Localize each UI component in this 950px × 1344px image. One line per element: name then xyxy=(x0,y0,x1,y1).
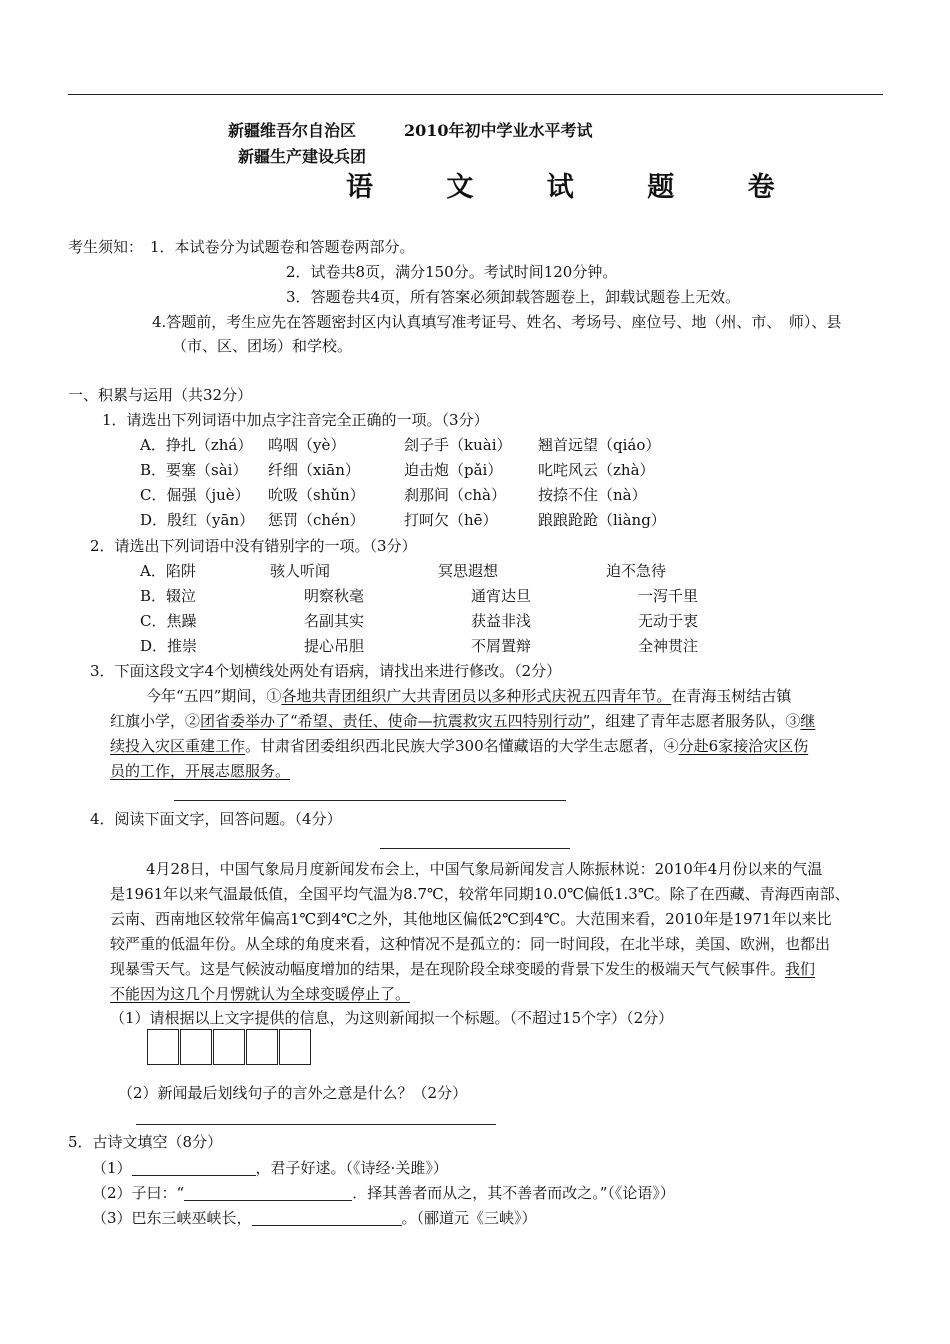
q3-paragraph-line xyxy=(146,685,791,706)
option-a-4: 翘首远望（qiáo） xyxy=(538,436,661,454)
option-d-4: 踉踉跄跄（liàng） xyxy=(538,511,666,529)
option-b-2: 纤细（xiān） xyxy=(268,461,360,479)
q3-text: ，组建了青年志愿者服务队，③ xyxy=(590,712,801,730)
question-2-stem: 2．请选出下列词语中没有错别字的一项。（3分） xyxy=(90,537,417,555)
question-3-stem: 3．下面这段文字4个划横线处两处有语病，请找出来进行修改。（2分） xyxy=(90,662,562,680)
q5-prefix: （2）子曰：“ xyxy=(92,1184,185,1202)
q4-title-line[interactable] xyxy=(380,848,570,849)
q3-underlined-3b: 续投入灾区重建工作 xyxy=(110,737,246,755)
q5-blank-3[interactable] xyxy=(252,1225,402,1226)
q3-paragraph-line xyxy=(110,710,815,731)
option-b-3: 迫击炮（pǎi） xyxy=(404,461,503,479)
q5-item-1 xyxy=(92,1157,448,1178)
q2-option-a-4: 迫不急待 xyxy=(606,562,667,580)
q4-line xyxy=(110,958,815,979)
notice-item: 3．答题卷共4页，所有答案必须卸载答题卷上，卸载试题卷上无效。 xyxy=(286,288,741,306)
q2-option-c-3: 获益非浅 xyxy=(471,612,532,630)
q2-option-d-4: 全神贯注 xyxy=(638,637,699,655)
answer-box[interactable] xyxy=(246,1029,278,1065)
answer-box[interactable] xyxy=(213,1029,245,1065)
option-c-4: 按捺不住（nà） xyxy=(538,486,647,504)
q2-option-b-1: B．辍泣 xyxy=(140,587,197,605)
q2-option-c-4: 无动于衷 xyxy=(638,612,699,630)
header-exam: 2010年初中学业水平考试 xyxy=(404,121,593,140)
q3-paragraph-line xyxy=(110,760,290,781)
q4-text: 现暴雪天气。这是气候波动幅度增加的结果，是在现阶段全球变暖的背景下发生的极端天气气候事件。 xyxy=(110,960,786,978)
section-heading: 一、积累与运用（共32分） xyxy=(68,386,253,404)
q3-text: 。甘肃省团委组织西北民族大学300名懂藏语的大学生志愿者，④ xyxy=(245,737,679,755)
q2-option-c-1: C．焦躁 xyxy=(140,612,197,630)
notice-item: 2．试卷共8页，满分150分。考试时间120分钟。 xyxy=(286,263,618,281)
q5-blank-1[interactable] xyxy=(132,1175,256,1176)
q3-text: 红旗小学，② xyxy=(110,712,201,730)
q5-prefix: （1） xyxy=(92,1159,132,1177)
header-region2: 新疆生产建设兵团 xyxy=(238,147,367,166)
option-c-2: 吮吸（shǔn） xyxy=(268,486,365,504)
q5-item-2 xyxy=(92,1182,675,1203)
notice-item: 4.答题前，考生应先在答题密封区内认真填写准考证号、姓名、考场号、座位号、地（州、市、 师）、县 xyxy=(152,313,842,331)
q3-underlined-2: 团省委举办了“希望、责任、使命—抗震救灾五四特别行动” xyxy=(200,712,591,730)
notice-label: 考生须知： xyxy=(68,238,144,256)
q2-option-c-2: 名副其实 xyxy=(304,612,365,630)
q4-sub2: （2）新闻最后划线句子的言外之意是什么？（2分） xyxy=(118,1084,468,1102)
q5-suffix: 。（郦道元《三峡》） xyxy=(401,1209,537,1227)
answer-box[interactable] xyxy=(180,1029,212,1065)
q2-option-b-3: 通宵达旦 xyxy=(471,587,532,605)
q4-line: 是1961年以来气温最低值，全国平均气温为8.7℃，较常年同期10.0℃偏低1.3℃。除了在西藏、青海西南部、 xyxy=(110,885,850,903)
q2-option-a-1: A．陷阱 xyxy=(140,562,196,580)
option-a-1: A．挣扎（zhá） xyxy=(140,436,253,454)
q4-line xyxy=(110,983,410,1004)
option-d-3: 打呵欠（hē） xyxy=(404,511,498,529)
q3-answer-line[interactable] xyxy=(174,800,566,801)
header-region1: 新疆维吾尔自治区 xyxy=(228,121,357,140)
q3-underlined-4b: 员的工作，开展志愿服务。 xyxy=(110,762,291,780)
option-d-1: D．殷红（yān） xyxy=(140,511,255,529)
option-d-2: 惩罚（chén） xyxy=(268,511,365,529)
q2-option-d-3: 不屑置辩 xyxy=(471,637,532,655)
q4-sub1: （1）请根据以上文字提供的信息，为这则新闻拟一个标题。（不超过15个字）（2分） xyxy=(110,1009,674,1027)
q4-underlined-2: 不能因为这几个月愣就认为全球变暖停止了。 xyxy=(110,985,411,1003)
option-b-4: 叱咤风云（zhà） xyxy=(538,461,655,479)
answer-box[interactable] xyxy=(279,1029,311,1065)
q5-suffix: ．择其善者而从之，其不善者而改之。”（《论语》） xyxy=(352,1184,675,1202)
q2-option-a-2: 骇人听闻 xyxy=(270,562,331,580)
question-5-stem: 5．古诗文填空（8分） xyxy=(68,1133,223,1151)
q3-underlined-3: 继 xyxy=(800,712,816,730)
option-a-2: 呜咽（yè） xyxy=(268,436,346,454)
q5-item-3 xyxy=(92,1207,537,1228)
q3-underlined-4: 分赴6家接洽灾区伤 xyxy=(678,737,809,755)
q5-prefix: （3）巴东三峡巫峡长， xyxy=(92,1209,252,1227)
q2-option-b-4: 一泻千里 xyxy=(638,587,699,605)
q2-option-d-1: D．推崇 xyxy=(140,637,198,655)
q2-option-b-2: 明察秋毫 xyxy=(304,587,365,605)
q5-suffix: ，君子好逑。（《诗经·关雎》） xyxy=(255,1159,448,1177)
q3-underlined-1: 各地共青团组织广大共青团员以多种形式庆祝五四青年节。 xyxy=(281,687,672,705)
question-1-stem: 1．请选出下列词语中加点字注音完全正确的一项。（3分） xyxy=(102,411,489,429)
q4-line: 4月28日，中国气象局月度新闻发布会上，中国气象局新闻发言人陈振林说：2010年4月份以来的气温 xyxy=(146,860,823,878)
option-b-1: B．要塞（sài） xyxy=(140,461,248,479)
page-title: 语 文 试 题 卷 xyxy=(346,172,807,203)
q4-line: 较严重的低温年份。从全球的角度来看，这种情况不是孤立的：同一时间段，在北半球，美国、欧洲，也都出 xyxy=(110,935,831,953)
option-c-3: 刹那间（chà） xyxy=(404,486,507,504)
answer-box[interactable] xyxy=(147,1029,179,1065)
q3-paragraph-line xyxy=(110,735,808,756)
option-c-1: C．倔强（juè） xyxy=(140,486,250,504)
q3-text: 在青海玉树结古镇 xyxy=(671,687,792,705)
notice-item: 1．本试卷分为试题卷和答题卷两部分。 xyxy=(150,238,415,256)
q4-line: 云南、西南地区较常年偏高1℃到4℃之外，其他地区偏低2℃到4℃。大范围来看，2010年是1971年以来比 xyxy=(110,910,832,928)
q5-blank-2[interactable] xyxy=(184,1200,352,1201)
q2-option-a-3: 冥思遐想 xyxy=(438,562,499,580)
q4-answer-line[interactable] xyxy=(136,1124,496,1125)
question-4-stem: 4．阅读下面文字，回答问题。（4分） xyxy=(90,810,342,828)
q4-underlined: 我们 xyxy=(785,960,816,978)
q3-text: 今年“五四”期间，① xyxy=(146,687,282,705)
top-rule xyxy=(68,94,883,95)
option-a-3: 刽子手（kuài） xyxy=(404,436,512,454)
notice-item: （市、区、团场）和学校。 xyxy=(172,337,353,355)
q2-option-d-2: 提心吊胆 xyxy=(304,637,365,655)
